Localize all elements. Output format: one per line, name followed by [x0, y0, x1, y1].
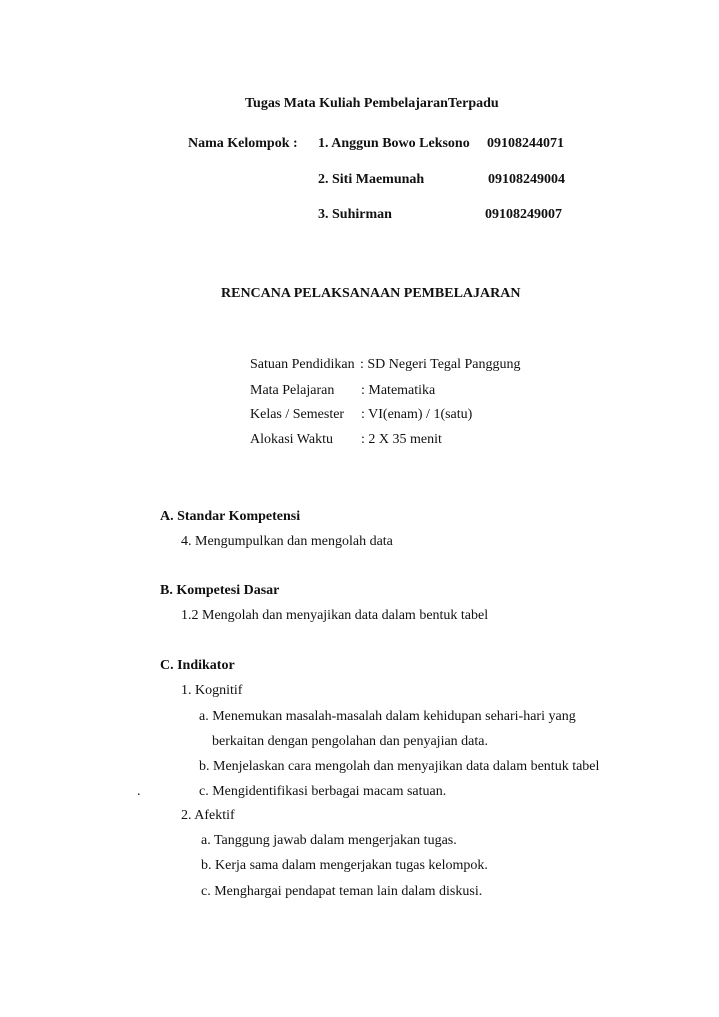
member-name: 3. Suhirman: [318, 207, 392, 222]
section-heading-c: C. Indikator: [160, 658, 235, 673]
section-heading-a: A. Standar Kompetensi: [160, 509, 301, 524]
identity-label: Kelas / Semester: [250, 407, 345, 422]
identity-label: Alokasi Waktu: [250, 432, 333, 447]
indicator-item: a. Tanggung jawab dalam mengerjakan tugas.: [201, 833, 457, 848]
subsection-label-kognitif: 1. Kognitif: [181, 683, 243, 698]
identity-label: Satuan Pendidikan: [250, 357, 355, 372]
section-item: 4. Mengumpulkan dan mengolah data: [181, 534, 393, 549]
stray-dot: .: [137, 784, 141, 799]
member-name: 2. Siti Maemunah: [318, 172, 425, 187]
indicator-item: b. Menjelaskan cara mengolah dan menyajikan data dalam bentuk tabel: [199, 759, 600, 774]
group-label: Nama Kelompok :: [188, 136, 298, 151]
indicator-item-continuation: berkaitan dengan pengolahan dan penyajian data.: [212, 734, 488, 749]
document-title: RENCANA PELAKSANAAN PEMBELAJARAN: [221, 286, 521, 301]
identity-value: : VI(enam) / 1(satu): [361, 407, 473, 422]
indicator-item: a. Menemukan masalah-masalah dalam kehidupan sehari-hari yang: [199, 709, 576, 724]
indicator-item: c. Mengidentifikasi berbagai macam satuan.: [199, 784, 447, 799]
subsection-label-afektif: 2. Afektif: [181, 808, 235, 823]
assignment-title: Tugas Mata Kuliah PembelajaranTerpadu: [245, 96, 499, 111]
section-heading-b: B. Kompetesi Dasar: [160, 583, 280, 598]
section-item: 1.2 Mengolah dan menyajikan data dalam bentuk tabel: [181, 608, 489, 623]
indicator-item: b. Kerja sama dalam mengerjakan tugas kelompok.: [201, 858, 488, 873]
member-id: 09108244071: [487, 136, 564, 151]
identity-label: Mata Pelajaran: [250, 383, 335, 398]
member-name: 1. Anggun Bowo Leksono: [318, 136, 470, 151]
identity-value: : SD Negeri Tegal Panggung: [360, 357, 521, 372]
indicator-item: c. Menghargai pendapat teman lain dalam diskusi.: [201, 884, 483, 899]
identity-value: : Matematika: [361, 383, 436, 398]
identity-value: : 2 X 35 menit: [361, 432, 442, 447]
member-id: 09108249007: [485, 207, 562, 222]
member-id: 09108249004: [488, 172, 565, 187]
